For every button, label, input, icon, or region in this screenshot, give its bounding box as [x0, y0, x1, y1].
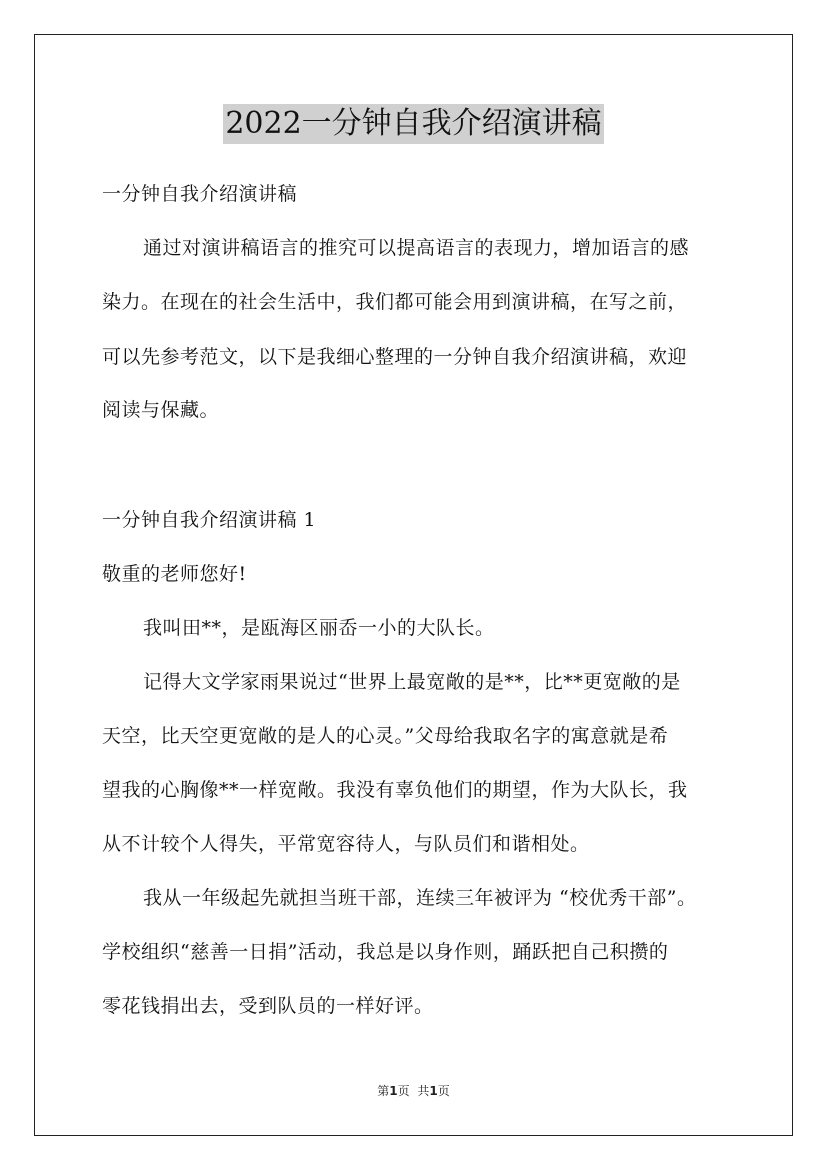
document-title-text: 2022一分钟自我介绍演讲稿	[223, 104, 603, 144]
body-line-3: 天空，比天空更宽敞的是人的心灵。”父母给我取名字的寓意就是希	[102, 725, 669, 747]
body-line-7: 学校组织“慈善一日捐”活动，我总是以身作则，踊跃把自己积攒的	[102, 941, 669, 963]
footer-page-suffix: 页	[397, 1084, 410, 1098]
footer-total-suffix: 页	[437, 1084, 450, 1098]
section-heading: 一分钟自我介绍演讲稿 1	[102, 509, 317, 531]
body-line-2: 记得大文学家雨果说过“世界上最宽敞的是**，比**更宽敞的是	[143, 671, 681, 693]
body-line-4: 望我的心胸像**一样宽敞。我没有辜负他们的期望，作为大队长，我	[102, 779, 688, 801]
document-subtitle: 一分钟自我介绍演讲稿	[102, 183, 298, 205]
footer-page-number: 1	[389, 1084, 398, 1098]
body-line-1: 我叫田**，是瓯海区丽岙一小的大队长。	[143, 617, 495, 639]
greeting-line: 敬重的老师您好!	[102, 563, 247, 585]
intro-line-4: 阅读与保藏。	[102, 399, 220, 421]
intro-line-1: 通过对演讲稿语言的推究可以提高语言的表现力，增加语言的感	[143, 237, 690, 259]
page-footer	[0, 1083, 827, 1099]
body-line-8: 零花钱捐出去，受到队员的一样好评。	[102, 995, 434, 1017]
footer-page-prefix: 第	[377, 1084, 390, 1098]
footer-total-prefix: 共	[417, 1084, 430, 1098]
document-title	[0, 103, 827, 144]
footer-total-number: 1	[429, 1084, 438, 1098]
intro-line-3: 可以先参考范文，以下是我细心整理的一分钟自我介绍演讲稿，欢迎	[102, 346, 688, 368]
intro-line-2: 染力。在现在的社会生活中，我们都可能会用到演讲稿，在写之前，	[102, 291, 688, 313]
body-line-6: 我从一年级起先就担当班干部，连续三年被评为 “校优秀干部”。	[143, 887, 697, 909]
body-line-5: 从不计较个人得失，平常宽容待人，与队员们和谐相处。	[102, 833, 590, 855]
